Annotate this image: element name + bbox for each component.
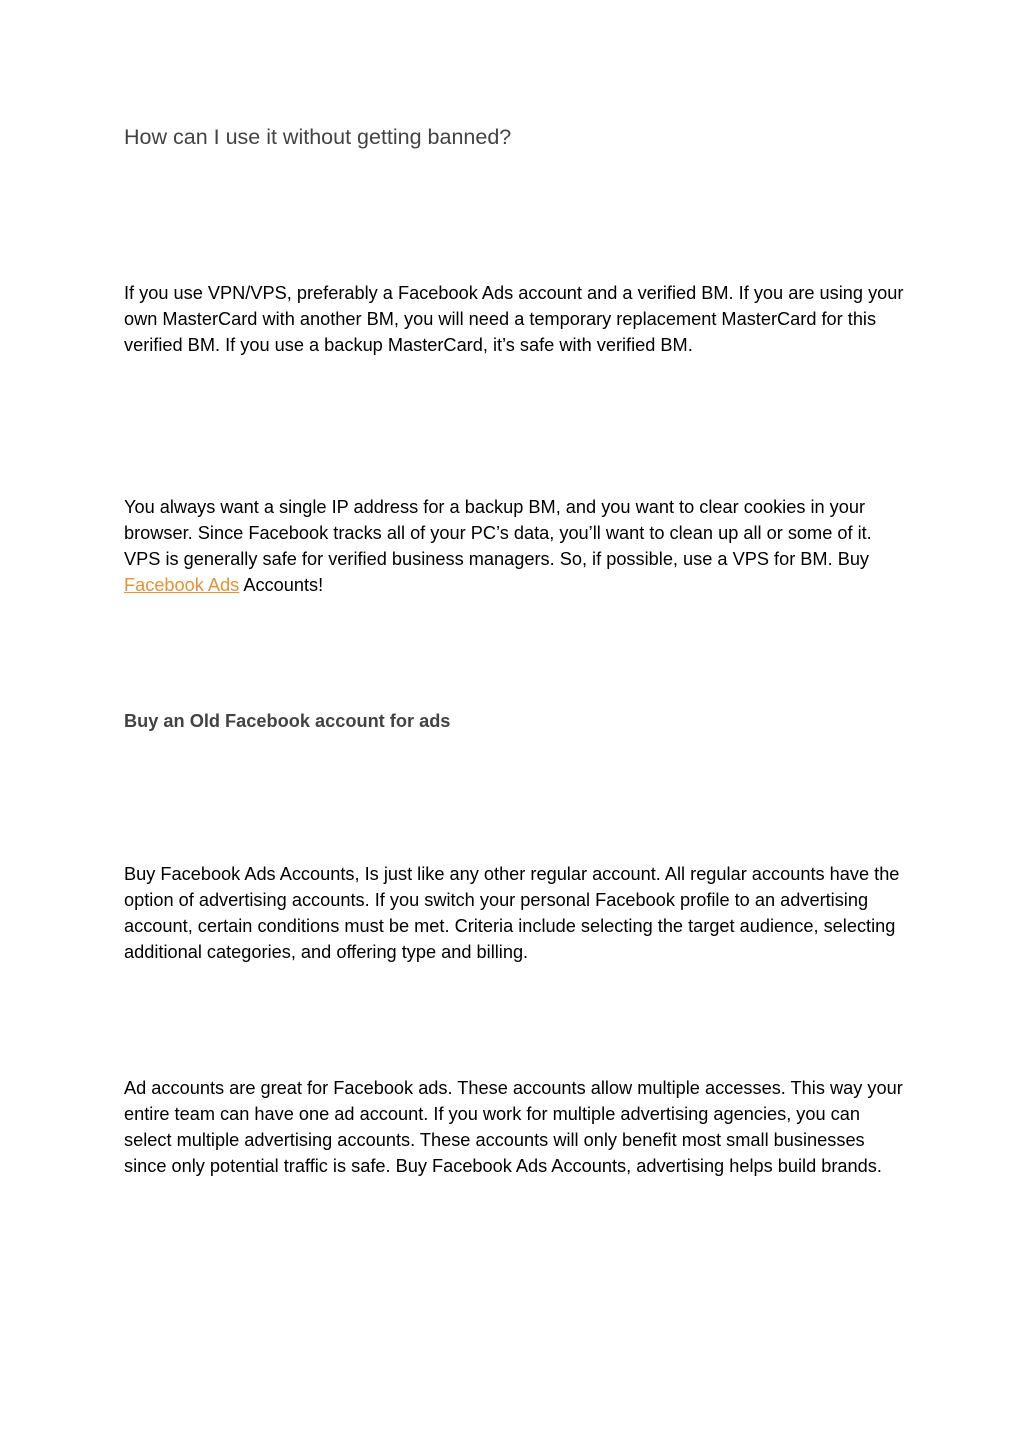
paragraph-ad-accounts: Ad accounts are great for Facebook ads. These accounts allow multiple accesses. This way your entire team can have one ad account. If you work for multiple advertising agencies, you can select multiple advertising accounts. These accounts will only benefit most small businesses since only potential traffic is safe. Buy Facebook Ads Accounts, advertising helps build brands. <box>124 1078 903 1176</box>
paragraph-ip-address-text: You always want a single IP address for a backup BM, and you want to clear cookies in your browser. Since Facebook tracks all of your PC’s data, you’ll want to clean up all or some of it. VPS is generally safe for verified business managers. So, if possible, use a VPS for BM. Buy <box>124 497 872 569</box>
paragraph-ip-address-text-end: Accounts! <box>239 575 324 595</box>
paragraph-regular-account: Buy Facebook Ads Accounts, Is just like any other regular account. All regular accounts have the option of advertising accounts. If you switch your personal Facebook profile to an advertising account, certain conditions must be met. Criteria include selecting the target audience, selecting additional categories, and offering type and billing. <box>124 864 900 962</box>
paragraph-ip-address <box>124 494 904 598</box>
page-heading: How can I use it without getting banned? <box>124 125 512 149</box>
paragraph-vpn-vps: If you use VPN/VPS, preferably a Facebook Ads account and a verified BM. If you are using your own MasterCard with another BM, you will need a temporary replacement MasterCard for this verified BM. If you use a backup MasterCard, it’s safe with verified BM. <box>124 283 904 355</box>
section-subheading: Buy an Old Facebook account for ads <box>124 711 451 731</box>
facebook-ads-link[interactable]: Facebook Ads <box>124 575 240 595</box>
